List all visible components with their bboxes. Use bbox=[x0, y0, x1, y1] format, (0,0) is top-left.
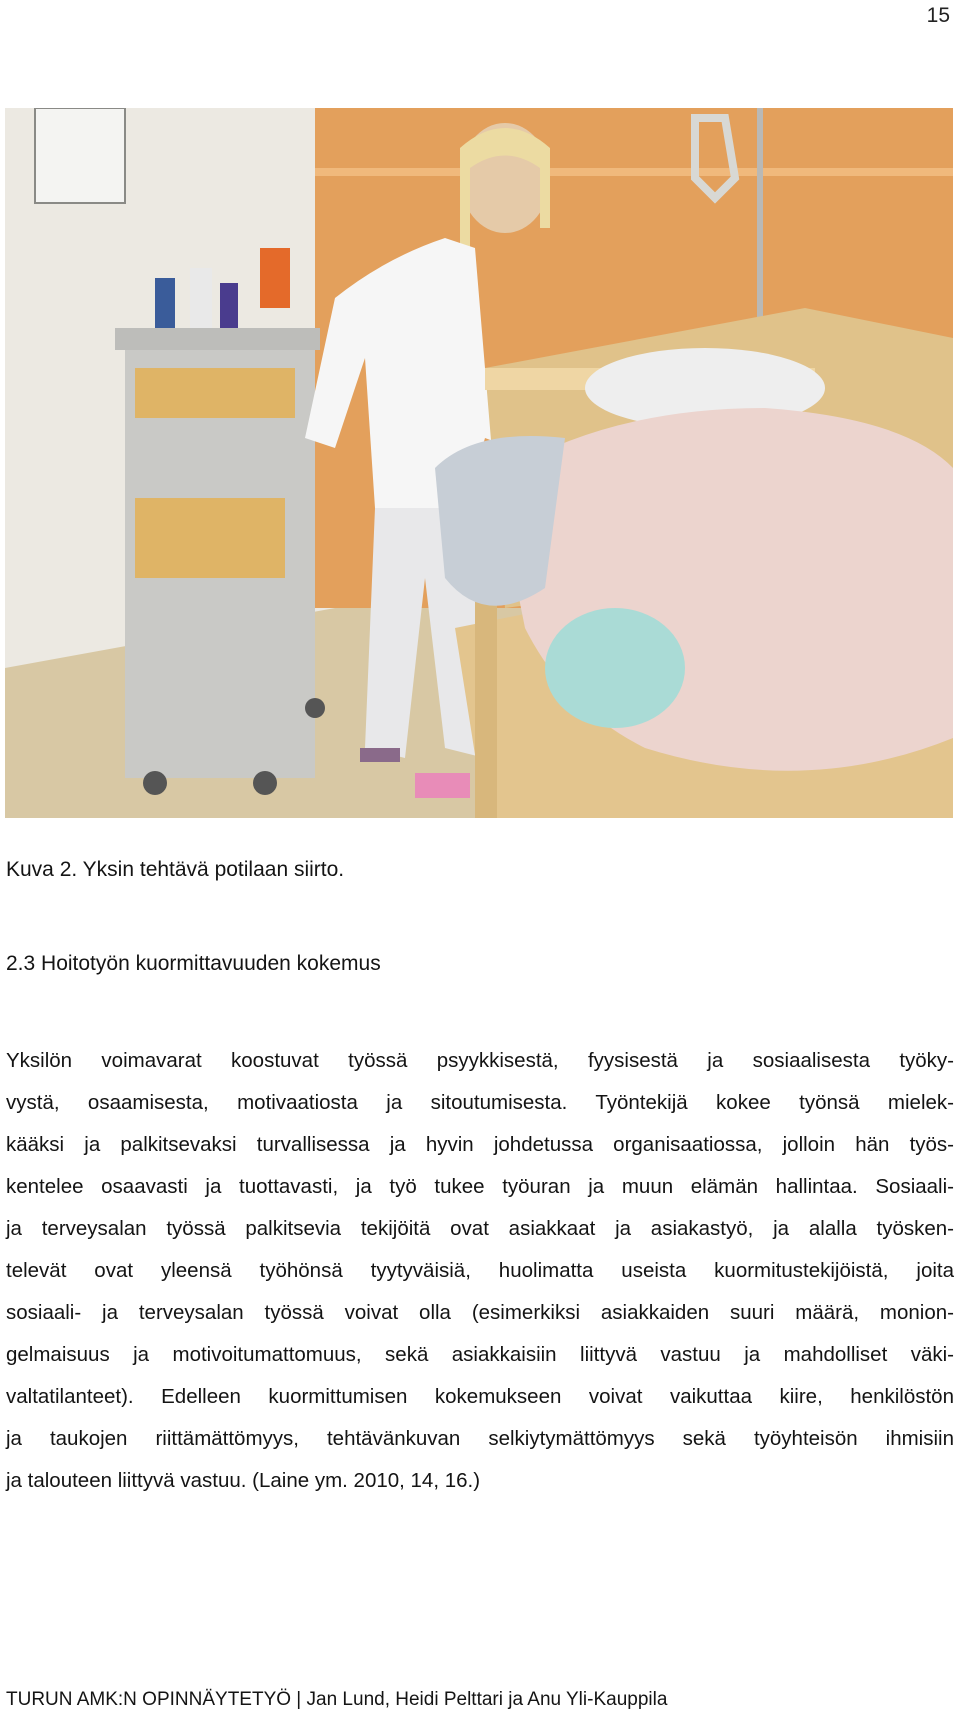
photo-hospital-bed bbox=[435, 308, 953, 818]
figure-photo bbox=[5, 108, 953, 818]
body-line: sosiaali- ja terveysalan työssä voivat olla (esimerkiksi asiakkaiden suuri määrä, monion- bbox=[6, 1301, 954, 1324]
body-line: ja talouteen liittyvä vastuu. (Laine ym. 2010, 14, 16.) bbox=[6, 1469, 481, 1492]
page-number: 15 bbox=[926, 4, 950, 27]
section-heading: 2.3 Hoitotyön kuormittavuuden kokemus bbox=[6, 952, 381, 975]
body-line: ja terveysalan työssä palkitsevia tekijöitä ovat asiakkaat ja asiakastyö, ja alalla työsken- bbox=[6, 1217, 954, 1240]
page-footer: TURUN AMK:N OPINNÄYTETYÖ | Jan Lund, Heidi Pelttari ja Anu Yli-Kauppila bbox=[6, 1689, 668, 1710]
body-line: vystä, osaamisesta, motivaatiosta ja sitoutumisesta. Työntekijä kokee työnsä mielek- bbox=[6, 1091, 954, 1114]
body-line: kentelee osaavasti ja tuottavasti, ja työ tukee työuran ja muun elämän hallintaa. Sosiaali- bbox=[6, 1175, 954, 1198]
body-line: ja taukojen riittämättömyys, tehtävänkuvan selkiytymättömyys sekä työyhteisön ihmisiin bbox=[6, 1427, 954, 1450]
body-line: valtatilanteet). Edelleen kuormittumisen kokemukseen voivat vaikuttaa kiire, henkilöstön bbox=[6, 1385, 954, 1408]
body-line: gelmaisuus ja motivoitumattomuus, sekä asiakkaisiin liittyvä vastuu ja mahdolliset väki- bbox=[6, 1343, 954, 1366]
body-paragraph bbox=[6, 1040, 954, 1502]
body-line: televät ovat yleensä työhönsä tyytyväisiä, huolimatta useista kuormitustekijöistä, joita bbox=[6, 1259, 954, 1282]
figure-caption: Kuva 2. Yksin tehtävä potilaan siirto. bbox=[6, 858, 345, 881]
body-line: Yksilön voimavarat koostuvat työssä psyykkisestä, fyysisestä ja sosiaalisesta työky- bbox=[6, 1049, 954, 1072]
photo-notice-board bbox=[35, 108, 125, 203]
photo-bedside-cabinet bbox=[115, 248, 325, 795]
body-line: kääksi ja palkitsevaksi turvallisessa ja hyvin johdetussa organisaatiossa, jolloin hän työs- bbox=[6, 1133, 954, 1156]
